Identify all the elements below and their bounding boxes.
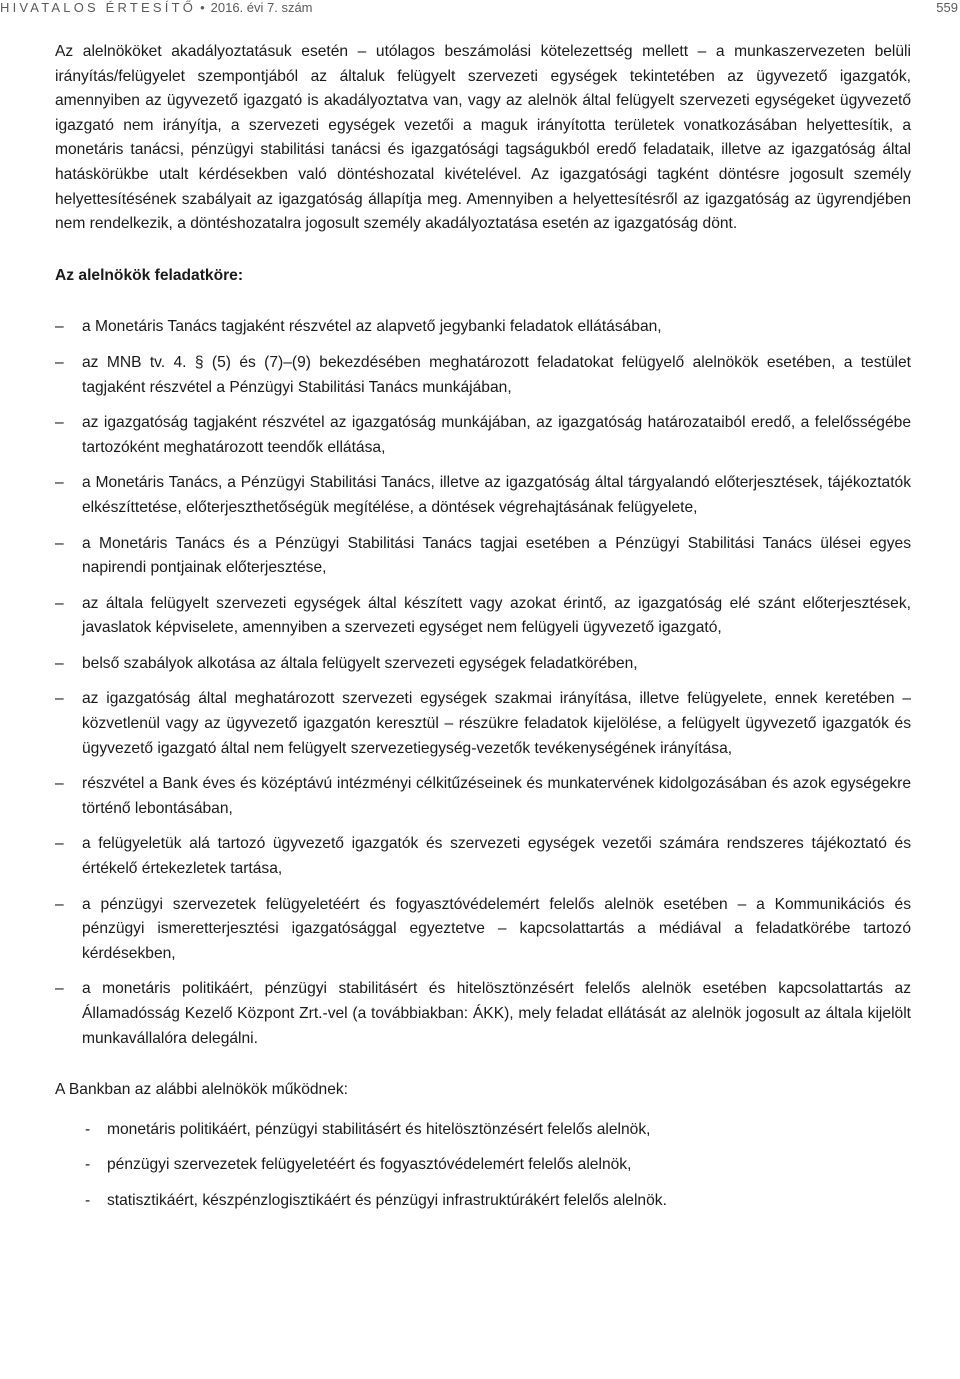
list-item: [55, 772, 911, 821]
list-item-text: monetáris politikáért, pénzügyi stabilitásért és hitelösztönzésért felelős alelnök,: [107, 1120, 651, 1138]
hyphen-marker: -: [85, 1156, 91, 1174]
list-item: [55, 1153, 911, 1178]
issue-label: 2016. évi 7. szám: [210, 0, 313, 15]
dash-marker: –: [55, 353, 64, 371]
list-item: [55, 592, 911, 641]
list-item-text: az igazgatóság által meghatározott szervezeti egységek szakmai irányítása, illetve felügyelete, ennek keretében – közvetlenül vagy az ügyvezető igazgatón keresztül – részükre feladatok kijelölése, a felügyelt ügyvezető igazgatók és ügyvezető igazgató által nem felügyelt szervezetiegység-vezetők tevékenységének irányítása,: [82, 690, 911, 757]
intro-paragraph: Az alelnököket akadályoztatásuk esetén – utólagos beszámolási kötelezettség mellett – a munkaszervezeten belüli irányítás/felügyelet szempontjából az általuk felügyelt szervezeti egységek tekintetében az ügyvezető igazgatók, amennyiben az ügyvezető igazgató is akadályoztatva van, vagy az alelnök által felügyelt szervezeti egységeket ügyvezető igazgató nem irányítja, a szervezeti egységek vezetői a maguk irányította területek vonatkozásában helyettesítik, a monetáris tanácsi, pénzügyi stabilitási tanácsi és igazgatósági tagságukból eredő feladataik, illetve az igazgatóság által hatáskörükbe utalt kérdésekben való döntéshozatal kivételével. Az igazgatósági tagként döntésre jogosult személy helyettesítésének szabályait az igazgatóság állapítja meg. Amennyiben a helyettesítésről az igazgatóság az ügyrendjében nem rendelkezik, a döntéshozatalra jogosult személy akadályoztatása esetén az igazgatóság dönt.: [55, 43, 911, 233]
hyphen-marker: -: [85, 1120, 91, 1138]
dash-marker: –: [55, 474, 64, 492]
dash-marker: –: [55, 775, 64, 793]
list-item: [55, 411, 911, 460]
dash-marker: –: [55, 414, 64, 432]
dash-marker: –: [55, 594, 64, 612]
list-item: [55, 977, 911, 1051]
duties-list: [55, 315, 911, 1051]
dash-marker: –: [55, 980, 64, 998]
list-item-text: a felügyeletük alá tartozó ügyvezető igazgatók és szervezeti egységek vezetői számára rendszeres tájékoztató és értékelő értekezletek tartása,: [82, 835, 911, 878]
list-item: [55, 893, 911, 967]
vice-presidents-list: [55, 1118, 911, 1214]
list-item: [55, 832, 911, 881]
list-item: [55, 1118, 911, 1143]
page-number: 559: [936, 0, 958, 15]
dash-marker: –: [55, 895, 64, 913]
list-item-text: részvétel a Bank éves és középtávú intézményi célkitűzéseinek és munkatervének kidolgozásában és azok egységekre történő lebontásában,: [82, 775, 911, 817]
list-item: [55, 1189, 911, 1214]
list-item-text: a Monetáris Tanács, a Pénzügyi Stabilitási Tanács, illetve az igazgatóság által tárgyalandó előterjesztések, tájékoztatók elkészíttetése, előterjeszthetőségük megítélése, a döntések végrehajtásának felügyelete,: [82, 474, 911, 516]
list-item: [55, 652, 911, 677]
list-item-text: a Monetáris Tanács és a Pénzügyi Stabilitási Tanács tagjai esetében a Pénzügyi Stabilitási Tanács ülései egyes napirendi pontjainak előterjesztése,: [82, 534, 911, 577]
vice-presidents-intro: A Bankban az alábbi alelnökök működnek:: [55, 1081, 349, 1099]
list-item-text: a pénzügyi szervezetek felügyeletéért és fogyasztóvédelemért felelős alelnök esetében – a Kommunikációs és pénzügyi ismeretterjesztési igazgatósággal egyeztetve – kapcsolattartás a médiával a feladatkörébe tartozó kérdésekben,: [82, 895, 911, 962]
list-item: [55, 351, 911, 400]
header-left: [0, 0, 313, 16]
list-item: [55, 532, 911, 581]
list-item-text: az igazgatóság tagjaként részvétel az igazgatóság munkájában, az igazgatóság határozataiból eredő, a felelősségébe tartozóként meghatározott teendők ellátása,: [82, 414, 911, 456]
page-header: [0, 0, 960, 18]
list-item-text: az általa felügyelt szervezeti egységek által készített vagy azokat érintő, az igazgatóság elé szánt előterjesztések, javaslatok képviselete, amennyiben a szervezeti egységet nem felügyeli ügyvezető igazgató,: [82, 594, 911, 637]
list-item: [55, 471, 911, 520]
header-bullet: •: [200, 0, 205, 15]
list-item: [55, 315, 911, 340]
list-item-text: belső szabályok alkotása az általa felügyelt szervezeti egységek feladatkörében,: [82, 654, 638, 672]
list-item-text: pénzügyi szervezetek felügyeletéért és fogyasztóvédelemért felelős alelnök,: [107, 1156, 632, 1174]
dash-marker: –: [55, 835, 64, 853]
list-item: [55, 687, 911, 761]
document-body: [55, 40, 911, 1225]
dash-marker: –: [55, 534, 64, 552]
list-item-text: a monetáris politikáért, pénzügyi stabilitásért és hitelösztönzésért felelős alelnök esetében kapcsolattartás az Államadósság Kezelő Központ Zrt.-vel (a továbbiakban: ÁKK), mely feladat ellátását az alelnök jogosult az általa kijelölt munkavállalóra delegálni.: [82, 980, 911, 1047]
publication-title: HIVATALOS ÉRTESÍTŐ: [0, 0, 197, 15]
dash-marker: –: [55, 318, 64, 336]
section-title: Az alelnökök feladatköre:: [55, 266, 244, 284]
list-item-text: a Monetáris Tanács tagjaként részvétel az alapvető jegybanki feladatok ellátásában,: [82, 318, 662, 336]
hyphen-marker: -: [85, 1191, 91, 1209]
list-item-text: statisztikáért, készpénzlogisztikáért és pénzügyi infrastruktúrákért felelős alelnök.: [107, 1191, 667, 1209]
dash-marker: –: [55, 690, 64, 708]
list-item-text: az MNB tv. 4. § (5) és (7)–(9) bekezdésében meghatározott feladatokat felügyelő alelnökök esetében, a testület tagjaként részvétel a Pénzügyi Stabilitási Tanács munkájában,: [82, 353, 911, 396]
dash-marker: –: [55, 654, 64, 672]
